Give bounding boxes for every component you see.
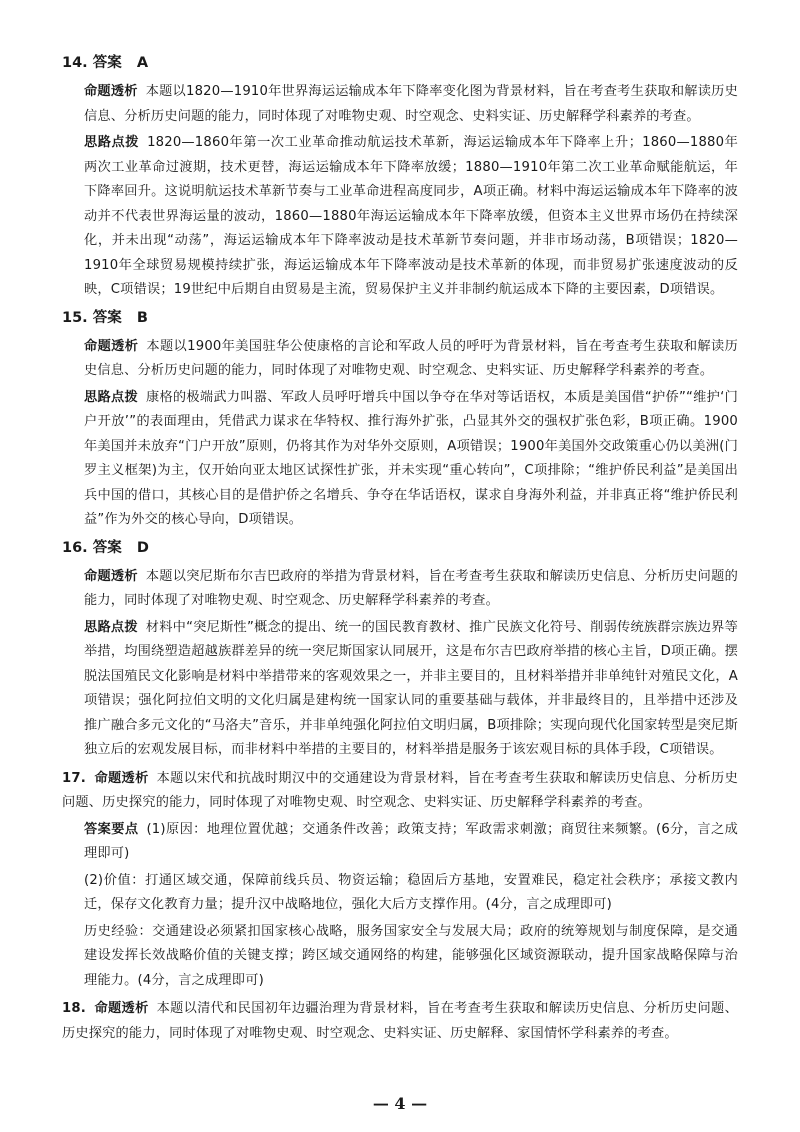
- analysis-label: 命题透析: [84, 84, 138, 99]
- question-16-header: [62, 537, 738, 559]
- analysis-paragraph: [62, 335, 738, 384]
- question-number: 17.: [62, 770, 86, 786]
- question-15-header: [62, 307, 738, 329]
- question-number: 15.: [62, 309, 88, 326]
- tips-paragraph: [62, 616, 738, 763]
- tips-label: 思路点拨: [84, 619, 138, 635]
- tips-text: 材料中“突尼斯性”概念的提出、统一的国民教育教材、推广民族文化符号、削弱传统族群宗族边界等举措，均围绕塑造超越族群差异的统一突尼斯国家认同展开，这是布尔吉巴政府举措的核心主旨，D项正确。摆脱法国殖民文化影响是材料中举措带来的客观效果之一，并非主要目的，且材料举措并非单纯针对殖民文化，A项错误；强化阿拉伯文明的文化归属是建构统一国家认同的重要基础与载体，并非最终目的，且举措中还涉及推广融合多元文化的“马洛夫”音乐，并非单纯强化阿拉伯文明归属，B项排除；实现向现代化国家转型是突尼斯独立后的宏观发展目标，而非材料中举措的主要目的，材料举措是服务于该宏观目标的具体手段，C项错误。: [84, 619, 738, 757]
- question-18-analysis: [62, 997, 738, 1046]
- tips-paragraph: [62, 131, 738, 303]
- page-number: — 4 —: [372, 1094, 428, 1113]
- analysis-text: 本题以1820—1910年世界海运运输成本年下降率变化图为背景材料，旨在考查考生获取和解读历史信息、分析历史问题的能力，同时体现了对唯物史观、时空观念、史料实证、历史解释学科素养的考查。: [84, 84, 738, 124]
- question-number: 18.: [62, 1001, 86, 1016]
- question-17-analysis: [62, 767, 738, 816]
- analysis-label: 命题透析: [94, 1001, 149, 1016]
- tips-paragraph: [62, 386, 738, 533]
- answer-value: A: [136, 55, 149, 71]
- answer-part-1: (1)原因：地理位置优越；交通条件改善；政策支持；军政需求刺激；商贸往来频繁。(6分，言之成理即可): [84, 821, 738, 861]
- question-14: [62, 52, 738, 303]
- answer-label: 答案: [92, 539, 122, 556]
- analysis-label: 命题透析: [84, 568, 138, 584]
- answer-value: B: [136, 309, 148, 326]
- question-number: 14.: [62, 55, 88, 71]
- analysis-text: 本题以宋代和抗战时期汉中的交通建设为背景材料，旨在考查考生获取和解读历史信息、分析历史问题、历史探究的能力，同时体现了对唯物史观、时空观念、史料实证、历史解释学科素养的考查。: [62, 770, 738, 810]
- analysis-text: 本题以突尼斯布尔吉巴政府的举措为背景材料，旨在考查考生获取和解读历史信息、分析历史问题的能力，同时体现了对唯物史观、时空观念、历史解释学科素养的考查。: [84, 568, 738, 608]
- analysis-label: 命题透析: [94, 770, 149, 786]
- answer-label: 答案: [92, 309, 122, 326]
- analysis-text: 本题以清代和民国初年边疆治理为背景材料，旨在考查考生获取和解读历史信息、分析历史问题、历史探究的能力，同时体现了对唯物史观、时空观念、史料实证、历史解释、家国情怀学科素养的考查。: [62, 1001, 738, 1041]
- tips-label: 思路点拨: [84, 389, 138, 405]
- analysis-label: 命题透析: [84, 338, 139, 354]
- question-15: [62, 307, 738, 533]
- question-14-header: [62, 52, 738, 74]
- question-number: 16.: [62, 539, 88, 556]
- tips-label: 思路点拨: [84, 135, 140, 150]
- answer-value: D: [136, 539, 149, 556]
- answer-part-2: (2)价值：打通区域交通，保障前线兵员、物资运输；稳固后方基地，安置难民，稳定社会秩序；承接文教内迁，保存文化教育力量；提升汉中战略地位，强化大后方支撑作用。(4分，言之成理即可): [84, 872, 738, 912]
- answer-label: 答案: [92, 55, 122, 71]
- answer-key-label: 答案要点: [84, 821, 139, 837]
- question-18: [62, 997, 738, 1046]
- answer-key-paragraph: [62, 818, 738, 867]
- analysis-paragraph: [62, 565, 738, 614]
- question-17: [62, 767, 738, 994]
- answer-part-3: 历史经验：交通建设必须紧扣国家核心战略，服务国家安全与发展大局；政府的统筹规划与制度保障，是交通建设发挥长效战略价值的关键支撑；跨区域交通网络的构建，能够强化区域资源联动，提升国家战略保障与治理能力。(4分，言之成理即可): [84, 923, 738, 988]
- tips-text: 1820—1860年第一次工业革命推动航运技术革新，海运运输成本年下降率上升；1860—1880年两次工业革命过渡期，技术更替，海运运输成本年下降率放缓；1880—1910年第二次工业革命赋能航运，年下降率回升。这说明航运技术革新节奏与工业革命进程高度同步，A项正确。材料中海运运输成本年下降率的波动并不代表世界海运量的波动，1860—1880年海运运输成本年下降率放缓，但资本主义世界市场仍在持续深化，并未出现“动荡”，海运运输成本年下降率波动是技术革新节奏问题，并非市场动荡，B项错误；1820—1910年全球贸易规模持续扩张，海运运输成本年下降率波动是技术革新的体现，而非贸易扩张速度波动的反映，C项错误；19世纪中后期自由贸易是主流，贸易保护主义并非制约航运成本下降的主要因素，D项错误。: [84, 135, 738, 297]
- tips-text: 康格的极端武力叫嚣、军政人员呼吁增兵中国以争夺在华对等话语权，本质是美国借“护侨”“维护‘门户开放’”的表面理由，凭借武力谋求在华特权、推行海外扩张，凸显其外交的强权扩张色彩，B项正确。1900年美国并未放弃“门户开放”原则，仍将其作为对华外交原则，A项错误；1900年美国外交政策重心仍以美洲(门罗主义框架)为主，仅开始向亚太地区试探性扩张，并未实现“重心转向”，C项排除；“维护侨民利益”是美国出兵中国的借口，其核心目的是借护侨之名增兵、争夺在华话语权，谋求自身海外利益，并非真正将“维护侨民利益”作为外交的核心导向，D项错误。: [84, 389, 738, 527]
- analysis-text: 本题以1900年美国驻华公使康格的言论和军政人员的呼吁为背景材料，旨在考查考生获取和解读历史信息、分析历史问题的能力，同时体现了对唯物史观、时空观念、史料实证、历史解释学科素养的考查。: [84, 338, 738, 378]
- analysis-paragraph: [62, 80, 738, 129]
- question-16: [62, 537, 738, 763]
